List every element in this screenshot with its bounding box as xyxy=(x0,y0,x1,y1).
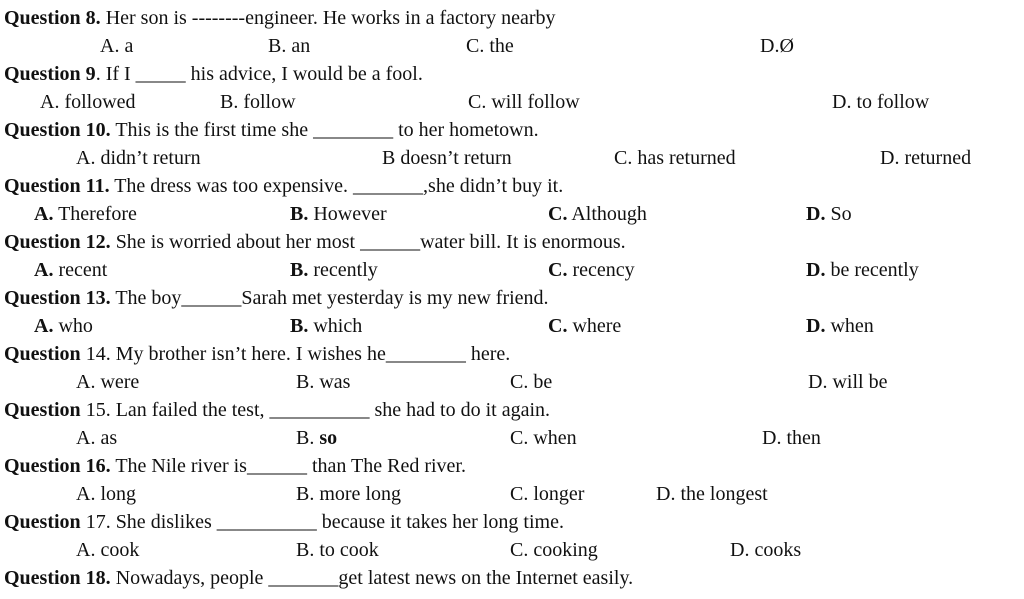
option-text: an xyxy=(286,35,311,57)
option-letter: B. xyxy=(268,35,287,57)
question-number: Question 16. xyxy=(4,455,111,477)
option-letter: B. xyxy=(296,371,315,393)
option-text: be recently xyxy=(825,259,919,281)
option-d[interactable] xyxy=(760,34,794,58)
question-text: . If I _____ his advice, I would be a fool. xyxy=(95,63,423,85)
option-letter: C. xyxy=(468,91,487,113)
option-text: to follow xyxy=(851,91,930,113)
option-text: when xyxy=(528,427,577,449)
option-text: didn’t return xyxy=(95,147,201,169)
question-number: Question 9 xyxy=(4,63,96,85)
option-letter: B xyxy=(382,147,396,169)
option-b[interactable] xyxy=(290,258,378,282)
option-a[interactable] xyxy=(76,146,201,170)
option-d[interactable] xyxy=(762,426,821,450)
option-text: cook xyxy=(95,539,140,561)
cropped-next-line xyxy=(0,590,1024,599)
question-text: The boy______Sarah met yesterday is my new friend. xyxy=(110,287,549,309)
option-a[interactable] xyxy=(34,258,107,282)
option-letter: D. xyxy=(832,91,852,113)
option-b[interactable] xyxy=(268,34,310,58)
option-text: Although xyxy=(567,203,647,225)
option-letter: C. xyxy=(548,315,568,337)
question-13 xyxy=(4,286,549,310)
question-text: This is the first time she ________ to her hometown. xyxy=(110,119,539,141)
option-b[interactable] xyxy=(296,426,337,450)
option-text: returned xyxy=(899,147,972,169)
option-d[interactable] xyxy=(656,482,768,506)
option-letter: C. xyxy=(466,35,485,57)
option-text: the xyxy=(484,35,514,57)
option-text: then xyxy=(781,427,821,449)
option-letter: B. xyxy=(290,259,309,281)
option-letter: A. xyxy=(76,483,96,505)
question-15 xyxy=(4,398,550,422)
option-letter: C. xyxy=(548,203,568,225)
option-text: followed xyxy=(59,91,136,113)
option-c[interactable] xyxy=(614,146,736,170)
question-17 xyxy=(4,510,564,534)
option-letter: C. xyxy=(510,539,529,561)
option-text: recency xyxy=(567,259,635,281)
question-text: She is worried about her most ______water bill. It is enormous. xyxy=(110,231,626,253)
question-14 xyxy=(4,342,510,366)
question-number: Question 18. xyxy=(4,567,111,589)
option-text: Ø xyxy=(779,35,794,57)
option-letter: A. xyxy=(76,147,96,169)
question-8 xyxy=(4,6,556,30)
question-number: Question 11. xyxy=(4,175,110,197)
option-b[interactable] xyxy=(296,370,350,394)
option-text: as xyxy=(95,427,118,449)
question-number: Question xyxy=(4,399,81,421)
option-letter: D. xyxy=(730,539,750,561)
option-text: cooking xyxy=(528,539,598,561)
option-a[interactable] xyxy=(76,538,139,562)
option-a[interactable] xyxy=(76,370,139,394)
option-letter: A. xyxy=(100,35,120,57)
option-a[interactable] xyxy=(76,482,136,506)
option-text: will follow xyxy=(486,91,580,113)
option-text: a xyxy=(119,35,134,57)
option-a[interactable] xyxy=(100,34,133,58)
option-letter: A. xyxy=(34,315,54,337)
option-text: So xyxy=(825,203,852,225)
question-number: Question 8. xyxy=(4,7,101,29)
option-c[interactable] xyxy=(466,34,514,58)
option-letter: B. xyxy=(290,203,309,225)
question-text: The Nile river is______ than The Red river. xyxy=(110,455,466,477)
option-text: recent xyxy=(53,259,108,281)
option-letter: C. xyxy=(510,483,529,505)
option-a[interactable] xyxy=(34,202,137,226)
option-text: who xyxy=(53,315,93,337)
option-letter: B. xyxy=(296,427,315,449)
option-text: longer xyxy=(528,483,585,505)
option-letter: D. xyxy=(880,147,900,169)
option-letter: A. xyxy=(34,259,54,281)
option-b[interactable] xyxy=(290,202,387,226)
question-11 xyxy=(4,174,563,198)
option-text: so xyxy=(314,427,338,449)
question-text: Nowadays, people _______get latest news on the Internet easily. xyxy=(110,567,634,589)
option-letter: A. xyxy=(76,427,96,449)
option-text: were xyxy=(95,371,140,393)
option-letter: B. xyxy=(220,91,239,113)
option-c[interactable] xyxy=(548,258,635,282)
option-letter: D. xyxy=(760,35,780,57)
option-letter: A. xyxy=(76,539,96,561)
option-text: doesn’t return xyxy=(395,147,512,169)
option-text: recently xyxy=(308,259,378,281)
option-text: Therefore xyxy=(53,203,137,225)
question-number: Question xyxy=(4,343,81,365)
question-number: Question 13. xyxy=(4,287,111,309)
option-letter: D. xyxy=(656,483,676,505)
option-text: the longest xyxy=(675,483,768,505)
option-text: will be xyxy=(827,371,888,393)
question-text: 15. Lan failed the test, __________ she had to do it again. xyxy=(80,399,551,421)
option-c[interactable] xyxy=(548,314,621,338)
option-letter: B. xyxy=(296,539,315,561)
option-letter: C. xyxy=(510,371,529,393)
option-text: has returned xyxy=(632,147,736,169)
option-b[interactable] xyxy=(296,482,401,506)
option-letter: C. xyxy=(548,259,568,281)
option-text: when xyxy=(825,315,874,337)
option-text: However xyxy=(308,203,387,225)
option-text: more long xyxy=(314,483,401,505)
option-d[interactable] xyxy=(806,202,852,226)
option-letter: B. xyxy=(296,483,315,505)
option-c[interactable] xyxy=(510,426,577,450)
option-letter: D. xyxy=(806,203,826,225)
option-b[interactable] xyxy=(290,314,362,338)
question-number: Question 10. xyxy=(4,119,111,141)
option-letter: D. xyxy=(808,371,828,393)
option-c[interactable] xyxy=(510,370,552,394)
question-12 xyxy=(4,230,626,254)
option-b[interactable] xyxy=(220,90,296,114)
option-d[interactable] xyxy=(880,146,971,170)
question-9 xyxy=(4,62,423,86)
option-b[interactable] xyxy=(296,538,379,562)
option-b[interactable] xyxy=(382,146,512,170)
option-text: long xyxy=(95,483,137,505)
question-text: Her son is --------engineer. He works in a factory nearby xyxy=(100,7,556,29)
question-10 xyxy=(4,118,539,142)
option-letter: B. xyxy=(290,315,309,337)
option-d[interactable] xyxy=(808,370,887,394)
option-d[interactable] xyxy=(806,314,874,338)
option-letter: A. xyxy=(34,203,54,225)
option-text: cooks xyxy=(749,539,802,561)
option-a[interactable] xyxy=(40,90,136,114)
option-d[interactable] xyxy=(832,90,929,114)
option-letter: C. xyxy=(614,147,633,169)
question-text: The dress was too expensive. _______,she didn’t buy it. xyxy=(109,175,564,197)
question-number: Question xyxy=(4,511,81,533)
question-16 xyxy=(4,454,466,478)
option-d[interactable] xyxy=(806,258,919,282)
option-letter: A. xyxy=(40,91,60,113)
option-a[interactable] xyxy=(76,426,117,450)
option-letter: C. xyxy=(510,427,529,449)
option-c[interactable] xyxy=(468,90,580,114)
question-18 xyxy=(4,566,633,590)
option-text: which xyxy=(308,315,363,337)
option-a[interactable] xyxy=(34,314,93,338)
option-letter: D. xyxy=(806,315,826,337)
option-c[interactable] xyxy=(510,482,584,506)
option-text: be xyxy=(528,371,553,393)
option-c[interactable] xyxy=(548,202,647,226)
option-letter: A. xyxy=(76,371,96,393)
option-letter: D. xyxy=(762,427,782,449)
question-number: Question 12. xyxy=(4,231,111,253)
option-text: follow xyxy=(238,91,296,113)
question-text: 17. She dislikes __________ because it takes her long time. xyxy=(80,511,564,533)
question-text: 14. My brother isn’t here. I wishes he________ here. xyxy=(80,343,511,365)
option-text: was xyxy=(314,371,351,393)
option-text: to cook xyxy=(314,539,379,561)
option-text: where xyxy=(567,315,622,337)
option-c[interactable] xyxy=(510,538,598,562)
option-letter: D. xyxy=(806,259,826,281)
option-d[interactable] xyxy=(730,538,801,562)
